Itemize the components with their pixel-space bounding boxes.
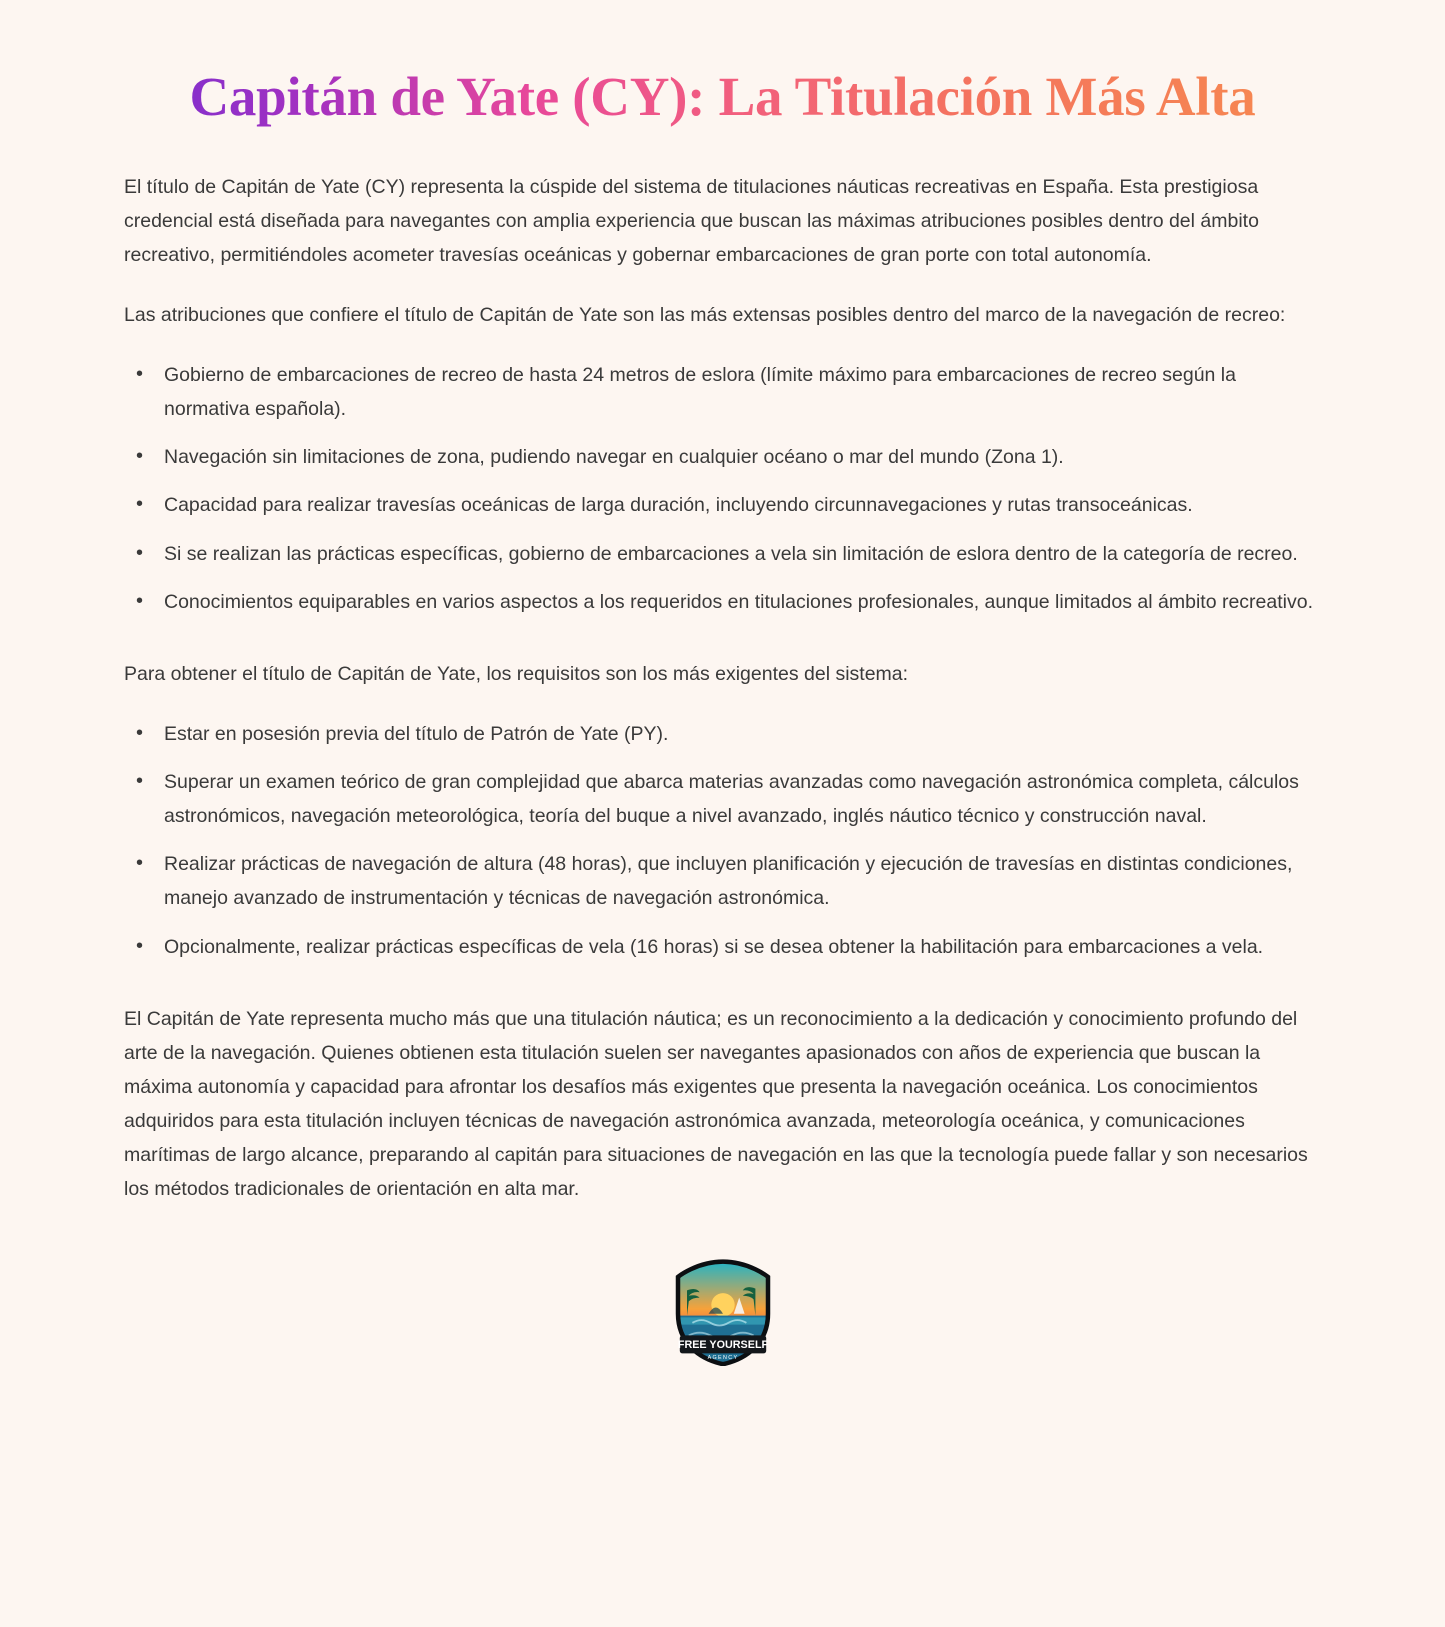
footer-logo-container xyxy=(124,1258,1321,1366)
closing-paragraph: El Capitán de Yate representa mucho más que una titulación náutica; es un reconocimiento a la dedicación y conocimiento profundo del arte de la navegación. Quienes obtienen esta titulación suelen ser navegantes apasionados con años de experiencia que buscan la máxima autonomía y capacidad para afrontar los desafíos más exigentes que presenta la navegación oceánica. Los conocimientos adquiridos para esta titulación incluyen técnicas de navegación astronómica avanzada, meteorología oceánica, y comunicaciones marítimas de largo alcance, preparando al capitán para situaciones de navegación en las que la tecnología puede fallar y son necesarios los métodos tradicionales de orientación en alta mar. xyxy=(124,1007,1308,1201)
list-item: • Navegación sin limitaciones de zona, pudiendo navegar en cualquier océano o mar del mundo (Zona 1). xyxy=(124,440,1321,474)
list-item: • Si se realizan las prácticas específicas, gobierno de embarcaciones a vela sin limitación de eslora dentro de la categoría de recreo. xyxy=(124,537,1321,571)
requirements-lead-paragraph: Para obtener el título de Capitán de Yate, los requisitos son los más exigentes del sistema: xyxy=(124,662,909,685)
free-yourself-agency-logo-icon xyxy=(669,1258,777,1366)
list-item: • Opcionalmente, realizar prácticas específicas de vela (16 horas) si se desea obtener la habilitación para embarcaciones a vela. xyxy=(124,930,1321,964)
attributions-lead-paragraph: Las atribuciones que confiere el título de Capitán de Yate son las más extensas posibles dentro del marco de la navegación de recreo: xyxy=(124,303,1286,326)
list-item: • Superar un examen teórico de gran complejidad que abarca materias avanzadas como navegación astronómica completa, cálculos astronómicos, navegación meteorológica, teoría del buque a nivel avanzado, inglés náutico técnico y construcción naval. xyxy=(124,765,1321,833)
list-item: • Capacidad para realizar travesías oceánicas de larga duración, incluyendo circunnavegaciones y rutas transoceánicas. xyxy=(124,488,1321,522)
attributions-list xyxy=(124,358,1321,619)
logo-line3-text: AGENCY xyxy=(707,1355,738,1362)
logo-line1-text: FREE YOURSELF xyxy=(677,1339,768,1352)
page-title: Capitán de Yate (CY): La Titulación Más Alta xyxy=(124,66,1321,128)
list-item: • Estar en posesión previa del título de Patrón de Yate (PY). xyxy=(124,717,1321,751)
intro-paragraph: El título de Capitán de Yate (CY) representa la cúspide del sistema de titulaciones náuticas recreativas en España. Esta prestigiosa credencial está diseñada para navegantes con amplia experiencia que buscan las máximas atribuciones posibles dentro del ámbito recreativo, permitiéndoles acometer travesías oceánicas y gobernar embarcaciones de gran porte con total autonomía. xyxy=(124,175,1259,266)
list-item: • Realizar prácticas de navegación de altura (48 horas), que incluyen planificación y ejecución de travesías en distintas condiciones, manejo avanzado de instrumentación y técnicas de navegación astronómica. xyxy=(124,847,1321,915)
spacer xyxy=(124,990,1321,1002)
list-item: • Gobierno de embarcaciones de recreo de hasta 24 metros de eslora (límite máximo para embarcaciones de recreo según la normativa española). xyxy=(124,358,1321,426)
requirements-list xyxy=(124,717,1321,964)
list-item: • Conocimientos equiparables en varios aspectos a los requeridos en titulaciones profesionales, aunque limitados al ámbito recreativo. xyxy=(124,585,1321,619)
spacer xyxy=(124,645,1321,657)
